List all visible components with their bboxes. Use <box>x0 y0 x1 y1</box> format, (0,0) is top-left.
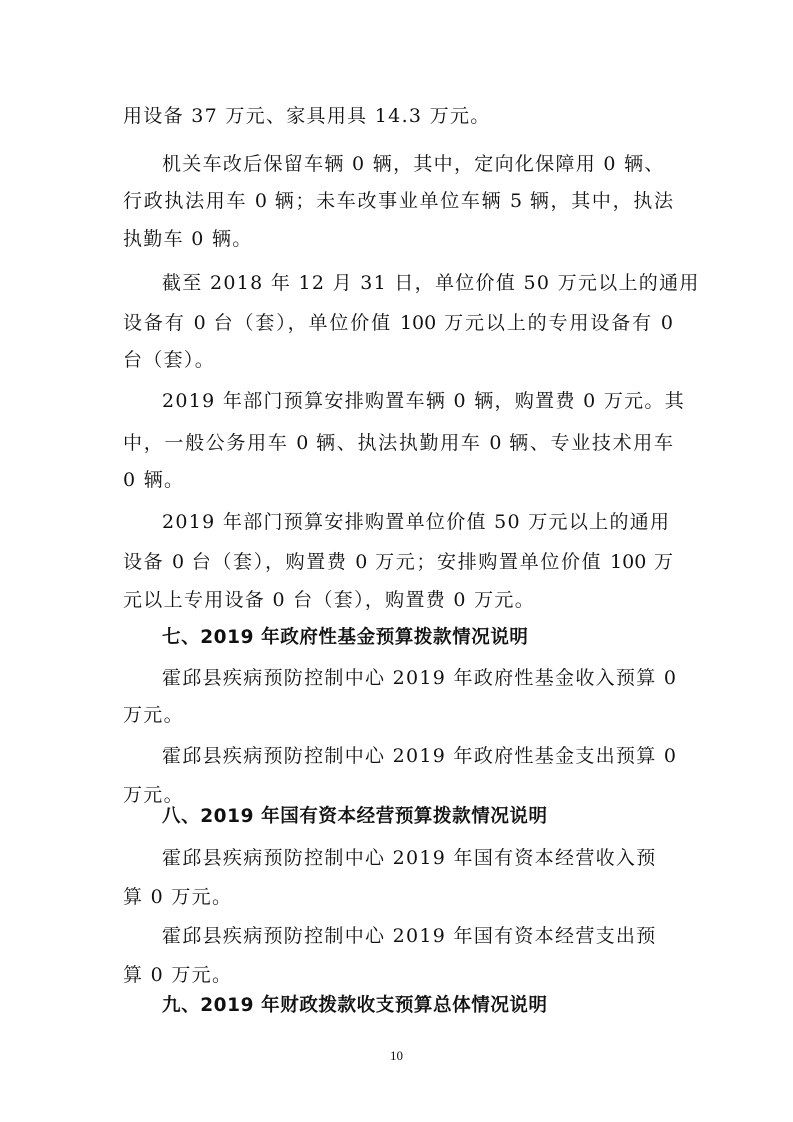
paragraph-line: 设备有 0 台（套），单位价值 100 万元以上的专用设备有 0 <box>123 312 673 334</box>
paragraph-line: 设备 0 台（套），购置费 0 万元；安排购置单位价值 100 万 <box>123 551 673 573</box>
paragraph-line: 0 辆。 <box>123 469 185 491</box>
paragraph-line: 2019 年部门预算安排购置单位价值 50 万元以上的通用 <box>162 511 671 533</box>
paragraph-line: 用设备 37 万元、家具用具 14.3 万元。 <box>123 105 491 127</box>
paragraph-line: 霍邱县疾病预防控制中心 2019 年政府性基金支出预算 0 <box>162 745 678 767</box>
paragraph-line: 中，一般公务用车 0 辆、执法执勤用车 0 辆、专业技术用车 <box>123 432 673 454</box>
paragraph-line: 截至 2018 年 12 月 31 日，单位价值 50 万元以上的通用 <box>162 272 700 294</box>
paragraph-line: 元以上专用设备 0 台（套），购置费 0 万元。 <box>123 589 536 611</box>
section-heading: 九、2019 年财政拨款收支预算总体情况说明 <box>162 995 548 1016</box>
paragraph-line: 执勤车 0 辆。 <box>123 228 253 250</box>
paragraph-line: 霍邱县疾病预防控制中心 2019 年政府性基金收入预算 0 <box>162 667 678 689</box>
paragraph-line: 霍邱县疾病预防控制中心 2019 年国有资本经营支出预 <box>162 925 657 947</box>
paragraph-line: 算 0 万元。 <box>123 964 233 986</box>
paragraph-line: 霍邱县疾病预防控制中心 2019 年国有资本经营收入预 <box>162 847 657 869</box>
paragraph-line: 台（套）。 <box>123 349 216 371</box>
paragraph-line: 万元。 <box>123 784 184 806</box>
paragraph-line: 2019 年部门预算安排购置车辆 0 辆，购置费 0 万元。其 <box>162 390 686 412</box>
page-number: 10 <box>390 1048 403 1063</box>
paragraph-line: 算 0 万元。 <box>123 886 233 908</box>
section-heading: 七、2019 年政府性基金预算拨款情况说明 <box>162 627 529 648</box>
paragraph-line: 机关车改后保留车辆 0 辆，其中，定向化保障用 0 辆、 <box>162 153 665 175</box>
paragraph-line: 万元。 <box>123 704 184 726</box>
paragraph-line: 行政执法用车 0 辆；未车改事业单位车辆 5 辆，其中，执法 <box>123 190 673 212</box>
section-heading: 八、2019 年国有资本经营预算拨款情况说明 <box>162 806 548 827</box>
